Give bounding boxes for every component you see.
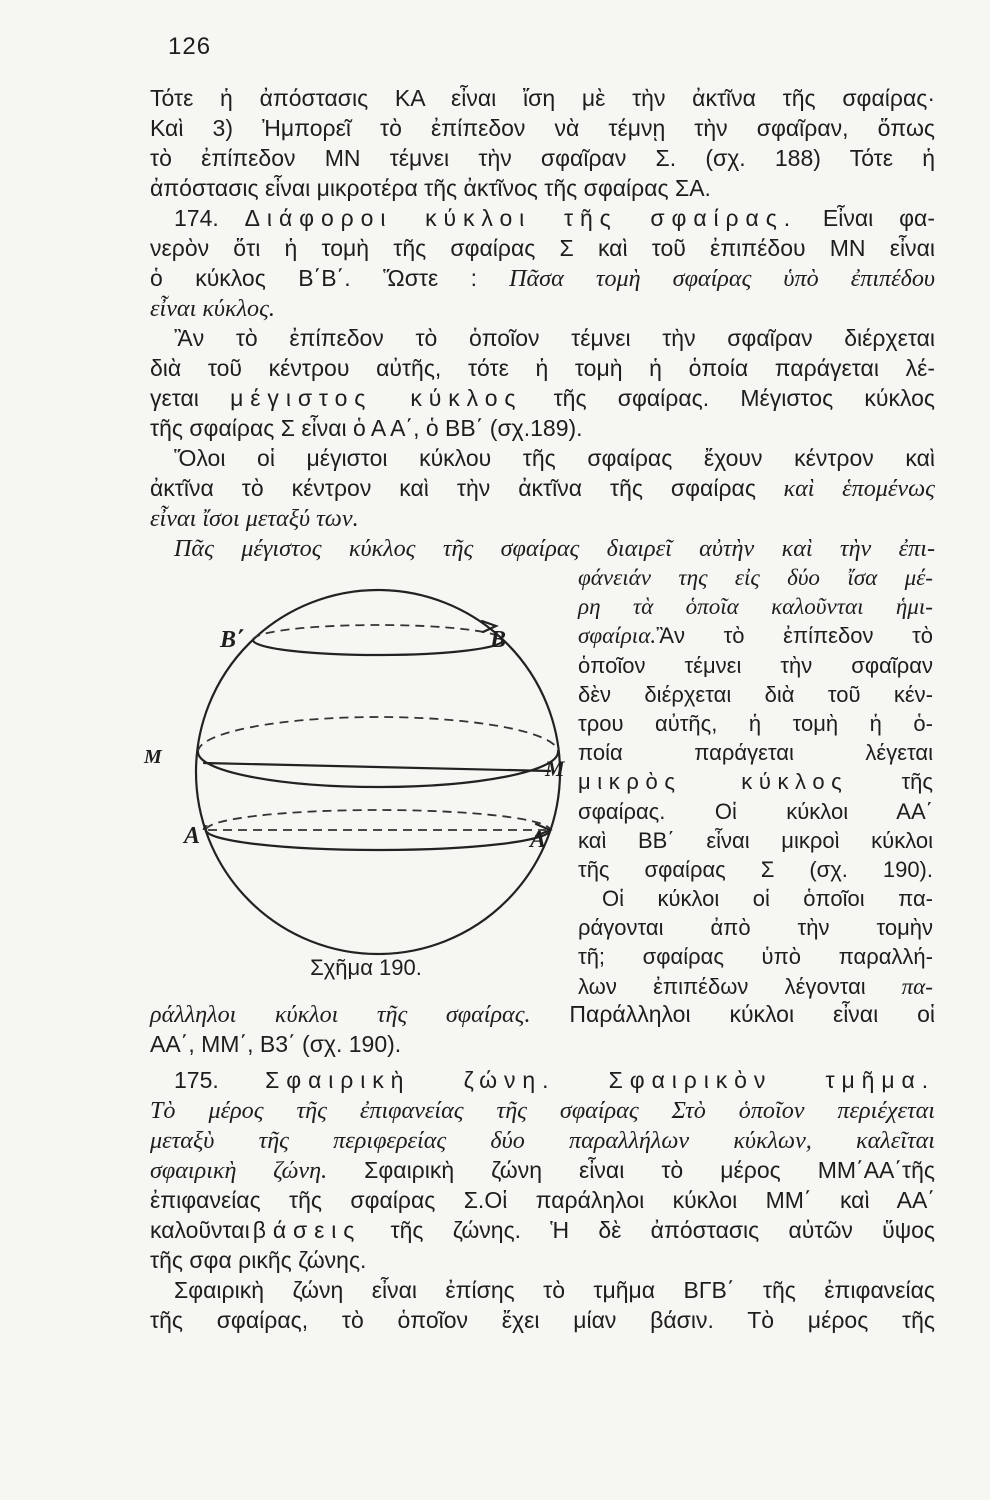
text-segment: τρου αὐτῆς, ἡ τομὴ ἡ ὁ- bbox=[578, 710, 933, 736]
italic-segment: μεταξὺ τῆς περιφερείας δύο παραλλήλων κύκλων, καλεῖται bbox=[150, 1127, 935, 1154]
text-line bbox=[150, 1275, 935, 1305]
text-segment: τῆς σφα ρικῆς ζώνης. bbox=[150, 1247, 367, 1273]
spaced-term: μικρὸς κύκλος bbox=[578, 769, 849, 795]
text-line bbox=[150, 383, 935, 413]
text-line bbox=[150, 1029, 935, 1059]
label-m-right: Μ bbox=[545, 756, 565, 781]
text-line bbox=[150, 1125, 935, 1155]
text-line bbox=[578, 651, 933, 680]
section-number: 175. bbox=[174, 1067, 266, 1093]
italic-segment: πα- bbox=[865, 972, 933, 999]
text-segment: ράγονται ἀπὸ τὴν τομὴν bbox=[578, 915, 933, 941]
text-segment: τῆς σφαίρας Σ (σχ. 190). bbox=[578, 856, 933, 882]
text-segment: τὸ ἐπίπεδον ΜΝ τέμνει τὴν σφαῖραν Σ. (σχ. 188) Τότε ἡ bbox=[150, 145, 935, 171]
text-segment: τῆς bbox=[848, 769, 933, 795]
label-m-left: Μ bbox=[144, 746, 162, 768]
text-segment: σφαίρας. Οἱ κύκλοι ΑΑ΄ bbox=[578, 798, 933, 824]
text-line bbox=[578, 563, 933, 592]
italic-segment: εἶναι ἴσοι μεταξύ των. bbox=[150, 505, 359, 532]
italic-segment: ράλληλοι κύκλοι τῆς σφαίρας. bbox=[150, 1001, 531, 1028]
text-segment: λων ἐπιπέδων λέγονται bbox=[578, 973, 866, 999]
italic-segment: Πᾶς μέγιστος κύκλος τῆς σφαίρας διαιρεῖ αὐτὴν καὶ τὴν ἐπι- bbox=[174, 535, 935, 562]
text-line bbox=[150, 503, 935, 533]
section-heading-175 bbox=[150, 1065, 935, 1095]
section-number: 174. bbox=[174, 205, 245, 231]
text-line bbox=[578, 680, 933, 709]
text-segment: ὁποῖον τέμνει τὴν σφαῖραν bbox=[578, 652, 933, 678]
text-segment: ἐπιφανείας τῆς σφαίρας Σ.Οἱ παράληλοι κύκλοι ΜΜ΄ καὶ ΑΑ΄ bbox=[150, 1187, 935, 1213]
text-line bbox=[150, 83, 935, 113]
text-line bbox=[578, 913, 933, 942]
text-segment: Ὅλοι οἱ μέγιστοι κύκλου τῆς σφαίρας ἔχουν κέντρον καὶ bbox=[174, 445, 935, 471]
text-segment: τῆς σφαίρας, τὸ ὁποῖον ἔχει μίαν βάσιν. Τὸ μέρος τῆς bbox=[150, 1307, 935, 1333]
text-line bbox=[150, 323, 935, 353]
text-line bbox=[150, 353, 935, 383]
circle-aa-front-arc bbox=[206, 830, 550, 850]
text-segment: ἀπόστασις εἶναι μικροτέρα τῆς ἀκτῖνος τῆς σφαίρας ΣΑ. bbox=[150, 175, 711, 201]
text-segment: Καὶ 3) Ἠμπορεῖ τὸ ἐπίπεδον νὰ τέμνῃ τὴν σφαῖραν, ὅπως bbox=[150, 115, 935, 141]
text-segment: ἀκτῖνα τὸ κέντρον καὶ τὴν ἀκτῖνα τῆς σφαίρας bbox=[150, 475, 756, 501]
text-line bbox=[578, 709, 933, 738]
text-line bbox=[150, 1245, 935, 1275]
text-line bbox=[150, 1305, 935, 1335]
text-line bbox=[150, 113, 935, 143]
circle-mm-back-arc bbox=[198, 717, 558, 752]
text-line bbox=[150, 473, 935, 503]
figure-caption: Σχῆμα 190. bbox=[310, 955, 422, 980]
text-line bbox=[150, 233, 935, 263]
italic-segment: καὶ ἑπομένως bbox=[755, 475, 935, 502]
text-line bbox=[150, 143, 935, 173]
text-line bbox=[578, 972, 933, 1001]
italic-segment: Πᾶσα τομὴ σφαίρας ὑπὸ ἐπιπέδου bbox=[477, 265, 935, 292]
text-segment: καλοῦνται bbox=[150, 1217, 250, 1243]
text-line bbox=[150, 1095, 935, 1125]
italic-segment: σφαιρικὴ ζώνη. bbox=[150, 1157, 328, 1184]
spaced-term: βάσεις bbox=[252, 1217, 362, 1243]
label-b: Β bbox=[490, 627, 507, 653]
text-segment: Ἂν τὸ ἐπίπεδον τὸ ὁποῖον τέμνει τὴν σφαῖραν διέρχεται bbox=[174, 325, 935, 351]
text-segment: ποία παράγεται λέγεται bbox=[578, 740, 933, 766]
circle-bb-back-arc bbox=[253, 625, 503, 640]
text-segment: νερὸν ὅτι ἡ τομὴ τῆς σφαίρας Σ καὶ τοῦ ἐπιπέδου ΜΝ εἶναι bbox=[150, 235, 935, 261]
section-title: Σφαιρικὴ ζώνη. Σφαιρικὸν τμῆμα. bbox=[265, 1067, 935, 1093]
text-line bbox=[578, 767, 933, 796]
italic-segment: φάνειάν της εἰς δύο ἴσα μέ- bbox=[578, 564, 933, 590]
text-block-upper bbox=[150, 83, 935, 563]
text-line bbox=[578, 942, 933, 971]
sphere-figure bbox=[140, 575, 580, 985]
circle-aa-back-arc bbox=[206, 810, 550, 830]
text-line bbox=[150, 1155, 935, 1185]
label-a-prime: Α΄ bbox=[184, 823, 208, 849]
text-segment: δὲν διέρχεται διὰ τοῦ κέν- bbox=[578, 681, 933, 707]
text-segment: τῆς ζώνης. Ἡ δὲ ἀπόστασις αὐτῶν ὕψος bbox=[361, 1217, 935, 1243]
line-mm bbox=[204, 763, 550, 771]
section-title: Διάφοροι κύκλοι τῆς σφαίρας. bbox=[244, 205, 797, 231]
text-line bbox=[578, 738, 933, 767]
circle-bb-front-arc bbox=[253, 640, 503, 655]
text-line bbox=[150, 443, 935, 473]
text-segment: γεται bbox=[150, 385, 231, 411]
italic-segment: Τὸ μέρος τῆς ἐπιφανείας τῆς σφαίρας Στὸ ὁποῖον περιέχεται bbox=[150, 1097, 935, 1124]
text-line bbox=[578, 592, 933, 621]
text-segment: ΑΑ΄, ΜΜ΄, Β3΄ (σχ. 190). bbox=[150, 1031, 402, 1057]
text-segment: διὰ τοῦ κέντρου αὐτῆς, τότε ἡ τομὴ ἡ ὁποία παράγεται λέ- bbox=[150, 355, 935, 381]
text-segment: Σφαιρικὴ ζώνη εἶναι ἐπίσης τὸ τμῆμα ΒΓΒ΄ τῆς ἐπιφανείας bbox=[174, 1277, 935, 1303]
text-line bbox=[150, 293, 935, 323]
text-line bbox=[150, 173, 935, 203]
text-line bbox=[150, 1185, 935, 1215]
section-heading-174 bbox=[150, 203, 935, 233]
italic-segment: εἶναι κύκλος. bbox=[150, 295, 275, 322]
spaced-term: μέγιστος κύκλος bbox=[230, 385, 523, 411]
text-segment: Ἂν τὸ ἐπίπεδον τὸ bbox=[656, 623, 933, 649]
text-line bbox=[150, 999, 935, 1029]
text-line bbox=[578, 797, 933, 826]
text-line bbox=[578, 855, 933, 884]
italic-segment: σφαίρια. bbox=[578, 622, 657, 649]
text-segment: Τότε ἡ ἀπόστασις ΚΑ εἶναι ἴση μὲ τὴν ἀκτῖνα τῆς σφαίρας· bbox=[150, 85, 935, 111]
page-number: 126 bbox=[168, 33, 212, 60]
text-segment: καὶ ΒΒ΄ εἶναι μικροὶ κύκλοι bbox=[578, 827, 933, 853]
text-segment: Οἱ κύκλοι οἱ ὁποῖοι πα- bbox=[602, 886, 933, 912]
text-line bbox=[578, 826, 933, 855]
text-segment: τῆ; σφαίρας ὑπὸ παραλλή- bbox=[578, 944, 933, 970]
text-segment: Εἶναι φα- bbox=[796, 205, 936, 231]
label-b-prime: Β΄ bbox=[220, 627, 244, 653]
label-a: Α bbox=[530, 827, 547, 853]
text-line bbox=[150, 533, 935, 563]
text-block-side bbox=[578, 563, 933, 1001]
text-segment: ὁ κύκλος Β΄Β΄. Ὥστε : bbox=[150, 265, 478, 291]
text-line bbox=[150, 263, 935, 293]
text-line bbox=[150, 413, 935, 443]
text-segment: τῆς σφαίρας. Μέγιστος κύκλος bbox=[522, 385, 935, 411]
text-line bbox=[578, 621, 933, 650]
text-line bbox=[578, 884, 933, 913]
text-segment: Παράλληλοι κύκλοι εἶναι οἱ bbox=[530, 1001, 935, 1027]
text-segment: Σφαιρικὴ ζώνη εἶναι τὸ μέρος ΜΜ΄ΑΑ΄τῆς bbox=[327, 1157, 935, 1183]
text-segment: τῆς σφαίρας Σ εἶναι ὁ Α Α΄, ὁ ΒΒ΄ (σχ.189). bbox=[150, 415, 583, 441]
italic-segment: ρη τὰ ὁποῖα καλοῦνται ἡμι- bbox=[578, 593, 933, 620]
text-block-lower bbox=[150, 999, 935, 1335]
text-line bbox=[150, 1215, 935, 1245]
